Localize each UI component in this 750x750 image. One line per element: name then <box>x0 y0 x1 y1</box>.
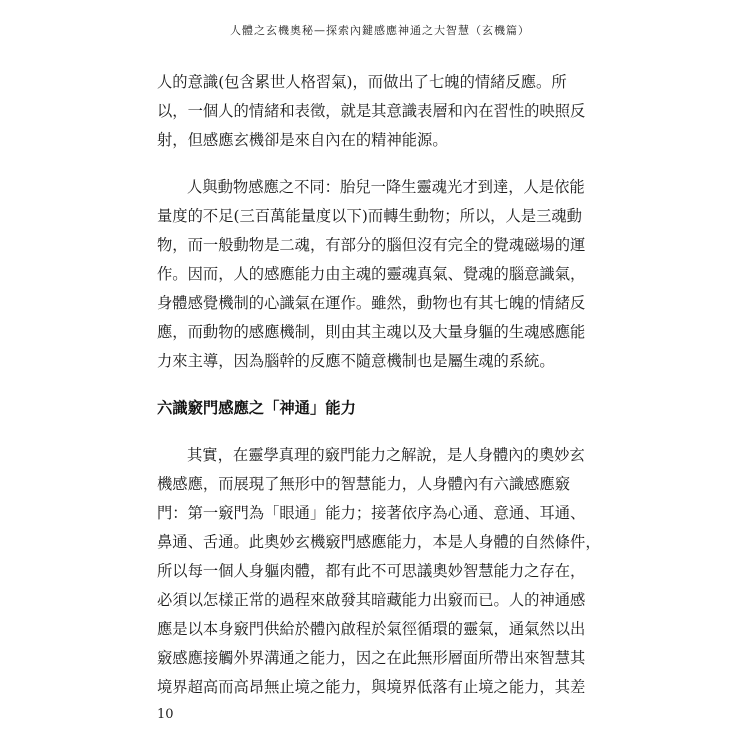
text-line: 射，但感應玄機卻是來自內在的精神能源。 <box>157 131 448 149</box>
text-line: 應是以本身竅門供給於體內啟程於氣徑循環的靈氣，通氣然以出 <box>157 620 586 638</box>
running-header: 人體之玄機奧秘—探索內鍵感應神通之大智慧（玄機篇） <box>230 24 530 37</box>
text-line: 鼻通、舌通。此奧妙玄機竅門感應能力，本是人身體的自然條件， <box>157 533 601 551</box>
text-line: 人與動物感應之不同：胎兒一降生靈魂光才到達，人是依能 <box>187 178 585 196</box>
paragraph <box>157 68 586 155</box>
text-line: 境界超高而高昂無止境之能力，與境界低落有止境之能力，其差 <box>157 678 586 696</box>
text-line: 身體感覺機制的心識氣在運作。雖然，動物也有其七魄的情緒反 <box>157 294 586 312</box>
text-line: 物，而一般動物是二魂，有部分的腦但沒有完全的覺魂磁場的運 <box>157 236 586 254</box>
page-number: 10 <box>157 707 174 722</box>
text-line: 門：第一竅門為「眼通」能力；接著依序為心通、意通、耳通、 <box>157 504 586 522</box>
text-line: 必須以怎樣正常的過程來啟發其暗藏能力出竅而已。人的神通感 <box>157 591 586 609</box>
body-text <box>157 68 601 702</box>
text-line: 應，而動物的感應機制，則由其主魂以及大量身軀的生魂感應能 <box>157 323 586 341</box>
text-line: 人的意識(包含累世人格習氣)，而做出了七魄的情緒反應。所 <box>157 73 567 91</box>
paragraph <box>157 441 601 702</box>
text-line: 作。因而，人的感應能力由主魂的靈魂真氣、覺魂的腦意識氣， <box>157 265 586 283</box>
text-line: 以，一個人的情緒和表徵，就是其意識表層和內在習性的映照反 <box>157 102 586 120</box>
text-line: 力來主導，因為腦幹的反應不隨意機制也是屬生魂的系統。 <box>157 352 555 370</box>
text-line: 竅感應接觸外界溝通之能力，因之在此無形層面所帶出來智慧其 <box>157 649 586 667</box>
paragraph <box>157 173 586 376</box>
text-line: 量度的不足(三百萬能量度以下)而轉生動物；所以，人是三魂動 <box>157 207 582 225</box>
text-line: 所以每一個人身軀肉體，都有此不可思議奧妙智慧能力之存在， <box>157 562 586 580</box>
text-line: 其實，在靈學真理的竅門能力之解說，是人身體內的奧妙玄 <box>187 446 585 464</box>
section-heading: 六識竅門感應之「神通」能力 <box>157 399 356 417</box>
text-line: 機感應，而展現了無形中的智慧能力，人身體內有六識感應竅 <box>157 475 571 493</box>
